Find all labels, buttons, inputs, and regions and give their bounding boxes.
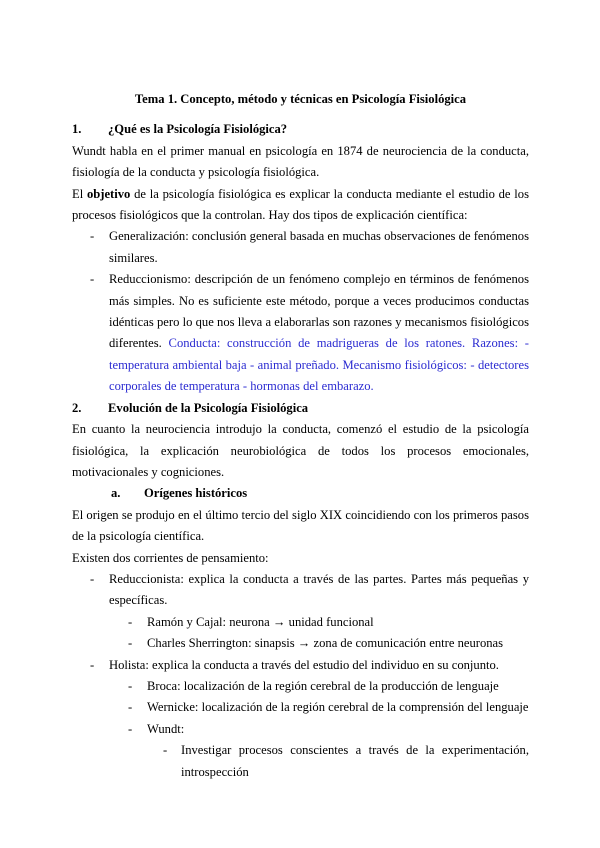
bullet-dash: - <box>128 721 133 736</box>
bullet-dash: - <box>128 700 133 715</box>
bullet-text: Reduccionismo: descripción de un fenómeno complejo en términos de fenómenos más simples. No es suficiente este método, porque a veces producimos conductas idénticas pero lo que nos lleva a elaborarlas son razones y mecanismos fisiológicos diferentes. <box>109 272 529 351</box>
section-1-number: 1. <box>72 122 82 137</box>
list-item-reduccionista <box>72 569 529 612</box>
bullet-text: Broca: localización de la región cerebral de la producción de lenguaje <box>147 678 499 693</box>
document-body <box>72 89 529 783</box>
bullet-dash: - <box>90 272 95 287</box>
list-item-ramon-y-cajal <box>72 612 529 633</box>
subsection-a-title: Orígenes históricos <box>144 486 248 501</box>
section-2-paragraph-3: Existen dos corrientes de pensamiento: <box>72 550 269 565</box>
bullet-dash: - <box>128 636 133 651</box>
list-item-wundt <box>72 719 529 740</box>
section-2-paragraph-1: En cuanto la neurociencia introdujo la conducta, comenzó el estudio de la psicología fisiológica, la explicación neurobiológica de todos los procesos emocionales, motivacionales y cogniciones. <box>72 422 529 479</box>
section-2-title: Evolución de la Psicología Fisiológica <box>108 400 309 415</box>
subsection-a-number: a. <box>111 486 121 501</box>
section-2-number: 2. <box>72 400 82 415</box>
subsection-a-heading <box>72 483 529 504</box>
bullet-dash: - <box>128 614 133 629</box>
section-1-title: ¿Qué es la Psicología Fisiológica? <box>108 122 288 137</box>
bullet-example-blue: Conducta: construcción de madrigueras de los ratones. Razones: - temperatura ambiental baja - animal preñado. Mecanismo fisiológicos: - detectores corporales de temperatura - hormonas del embarazo. <box>109 336 529 394</box>
section-1-paragraph-2 <box>72 184 529 227</box>
bullet-text: Wundt: <box>147 721 185 736</box>
list-item-wundt-introspeccion <box>72 740 529 783</box>
bullet-text: Wernicke: localización de la región cerebral de la comprensión del lenguaje <box>147 700 529 715</box>
p2-bold-objetivo: objetivo <box>86 186 131 201</box>
bullet-reduccionismo <box>72 269 529 397</box>
bullet-dash: - <box>90 657 95 672</box>
section-1-paragraph-1: Wundt habla en el primer manual en psicología en 1874 de neurociencia de la conducta, fisiología de la conducta y psicología fisiológica. <box>72 143 529 180</box>
p2-pre: El <box>72 186 84 201</box>
list-item-holista <box>72 655 529 676</box>
bullet-dash: - <box>128 678 133 693</box>
bullet-text: Ramón y Cajal: neurona → unidad funcional <box>147 614 374 629</box>
bullet-text: Reduccionista: explica la conducta a través de las partes. Partes más pequeñas y específicas. <box>109 571 529 608</box>
p2-post: de la psicología fisiológica es explicar la conducta mediante el estudio de los procesos fisiológicos que la controlan. Hay dos tipos de explicación científica: <box>72 186 529 223</box>
list-item-wernicke <box>72 697 529 718</box>
bullet-text: Investigar procesos conscientes a través de la experimentación, introspección <box>181 743 529 779</box>
document-title: Tema 1. Concepto, método y técnicas en Psicología Fisiológica <box>134 92 467 106</box>
section-1-heading <box>72 119 529 140</box>
section-2-paragraph-2: El origen se produjo en el último tercio del siglo XIX coincidiendo con los primeros pasos de la psicología científica. <box>72 507 529 544</box>
list-item-sherrington <box>72 633 529 654</box>
bullet-dash: - <box>90 571 95 586</box>
bullet-text: Holista: explica la conducta a través del estudio del individuo en su conjunto. <box>109 657 499 672</box>
list-item-broca <box>72 676 529 697</box>
bullet-text: Generalización: conclusión general basada en muchas observaciones de fenómenos similares. <box>109 229 529 265</box>
bullet-text: Charles Sherrington: sinapsis → zona de comunicación entre neuronas <box>147 636 504 651</box>
bullet-generalizacion <box>72 226 529 269</box>
bullet-dash: - <box>163 743 168 758</box>
bullet-dash: - <box>90 229 95 244</box>
section-2-heading <box>72 398 529 419</box>
